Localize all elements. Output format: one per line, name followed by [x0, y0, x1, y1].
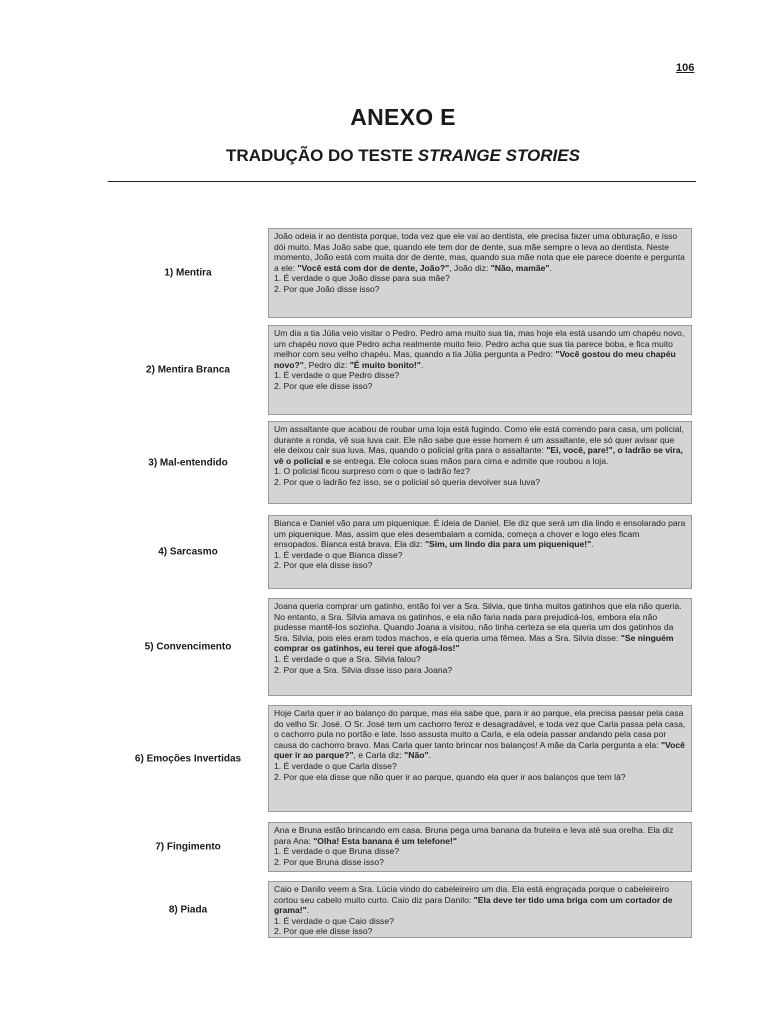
story-question: 2. Por que o ladrão fez isso, se o policial só queria devolver sua luva?	[274, 476, 541, 487]
story-label: 6) Emoções Invertidas	[134, 753, 242, 764]
story-label: 1) Mentira	[164, 267, 212, 279]
story-text	[274, 424, 686, 466]
story-question: 1. É verdade o que Carla disse?	[274, 760, 397, 771]
story-text-segment: João odeia ir ao dentista porque, toda vez que ele vai ao dentista, ele precisa fazer uma obturação, e isso dói muito. Mas João sabe que, quando ele tem dor de dente, sua mãe sempre o leva ao dentista. Neste momento, João está com muita dor de dente, mas, quando sua mãe nota que ele parece doente e pergunta a ele:	[274, 231, 685, 273]
story-text	[274, 328, 686, 370]
story-quote: "Ela deve ter tido uma briga com um cortador de grama!"	[274, 894, 673, 916]
story-quote: "Você gostou do meu chapéu novo?"	[274, 349, 676, 370]
story-text-segment: Um dia a tia Júlia veio visitar o Pedro. Pedro ama muito sua tia, mas hoje ela está usando um chapéu novo, um chapéu novo que Pedro acha realmente muito feio. Pedro acha que sua tia parece boba, e fica muito melhor com seu velho chapéu. Mas, quando a tia Júlia pergunta a Pedro:	[274, 328, 685, 360]
story-box	[268, 515, 692, 589]
story-box	[268, 822, 692, 872]
story-text-segment: .	[420, 359, 424, 370]
story-quote: "Se ninguém comprar os gatinhos, eu terei que afogá-los!"	[274, 632, 674, 654]
story-quote: "Você está com dor de dente, João?"	[297, 262, 450, 273]
story-text-segment: Hoje Carla quer ir ao balanço do parque, mas ela sabe que, para ir ao parque, ela precisa passar pela casa do velho Sr. José. O Sr. José tem um cachorro feroz e desagradável, e toda vez que Carla passa pela casa, o cachorro pula no portão e late. Isso assusta muito a Carla, e ela odeia passar andando pela casa por causa do cachorro bravo. Mas Carla quer tanto brincar nos balanços! A mãe da Carla pergunta a ela:	[274, 708, 686, 750]
story-text-segment: .	[306, 905, 310, 916]
story-quote: "Não, mamãe"	[490, 262, 550, 273]
story-row	[108, 228, 700, 318]
story-quote: "Você quer ir ao parque?"	[274, 739, 685, 761]
story-question: 1. É verdade o que Bruna disse?	[274, 846, 400, 857]
story-box	[268, 421, 692, 504]
story-text-segment: .	[591, 539, 594, 550]
subtitle-italic: STRANGE STORIES	[417, 146, 580, 165]
story-question: 1. É verdade o que João disse para sua mãe?	[274, 273, 450, 284]
story-box	[268, 228, 692, 318]
story-quote: "É muito bonito!"	[349, 359, 421, 370]
story-quote: "Sim, um lindo dia para um piquenique!"	[424, 539, 592, 550]
story-text	[274, 708, 686, 761]
story-quote: "Ei, você, pare!", o ladrão se vira, vê o policial e	[274, 445, 683, 466]
story-text-segment: .	[549, 262, 552, 273]
story-question: 2. Por que a Sra. Silvia disse isso para Joana?	[274, 664, 453, 675]
story-question: 1. O policial ficou surpreso com o que o ladrão fez?	[274, 466, 470, 477]
page-number: 106	[676, 62, 695, 74]
story-text-segment: se entrega. Ele coloca suas mãos para cima e admite que roubou a loja.	[330, 455, 609, 466]
story-question: 2. Por que ele disse isso?	[274, 926, 373, 937]
story-text	[274, 231, 686, 273]
story-question: 2. Por que ele disse isso?	[274, 380, 373, 391]
story-text-segment: Bianca e Daniel vão para um piquenique. É ideia de Daniel. Ele diz que será um dia lindo e ensolarado para um piquenique. Mas, assim que eles desembalam a comida, começa a chover e logo eles ficam ensopados. Bianca está brava. Ela diz:	[274, 518, 686, 550]
story-text-segment: Joana queria comprar um gatinho, então foi ver a Sra. Silvia, que tinha muitos gatinhos que ela não queria. No entanto, a Sra. Silvia amava os gatinhos, e ela não faria nada para prejudicá-los, embora ela não pudesse mantê-los sozinha. Quando Joana a visitou, não tinha certeza se ela queria um dos gatinhos da Sra. Silvia, pois eles eram todos machos, e ela queria uma fêmea. Mas a Sra. Silvia disse:	[274, 601, 682, 643]
story-label: 8) Piada	[168, 904, 208, 915]
story-label: 2) Mentira Branca	[146, 364, 230, 376]
story-text-segment: Um assaltante que acabou de roubar uma loja está fugindo. Como ele está correndo para casa, um policial, durante a ronda, vê sua luva cair. Ele não sabe que esse homem é um assaltante, ele só quer avisar que ele deixou cair sua luva. Mas, quando o policial grita para o assaltante:	[274, 424, 684, 456]
story-label: 3) Mal-entendido	[148, 457, 228, 468]
story-text-segment: , João diz:	[449, 262, 491, 273]
story-text	[274, 601, 686, 654]
story-text-segment: , e Carla diz:	[353, 750, 405, 761]
story-question: 2. Por que João disse isso?	[274, 283, 380, 294]
story-box	[268, 705, 692, 812]
story-row	[108, 822, 700, 872]
story-label: 5) Convencimento	[144, 641, 232, 653]
story-quote: "Olha! Esta banana é um telefone!"	[313, 835, 457, 846]
story-text-segment: , Pedro diz:	[303, 359, 350, 370]
story-text	[274, 825, 686, 846]
story-label: 7) Fingimento	[155, 841, 221, 853]
story-text	[274, 884, 686, 916]
story-row	[108, 705, 700, 812]
story-row	[108, 598, 700, 696]
story-text-segment: .	[428, 750, 431, 761]
story-label: 4) Sarcasmo	[158, 546, 218, 558]
header-rule	[108, 181, 696, 182]
story-text-segment: Ana e Bruna estão brincando em casa. Bruna pega uma banana da fruteira e leva até sua orelha. Ela diz para Ana:	[274, 825, 674, 846]
story-question: 2. Por que ela disse isso?	[274, 560, 373, 571]
story-text	[274, 518, 686, 550]
story-question: 1. É verdade o que Pedro disse?	[274, 370, 400, 381]
story-question: 2. Por que Bruna disse isso?	[274, 856, 384, 867]
story-box	[268, 598, 692, 696]
subtitle-plain: TRADUÇÃO DO TESTE	[226, 146, 418, 165]
story-row	[108, 421, 700, 504]
story-box	[268, 325, 692, 415]
page-title: ANEXO E	[350, 104, 456, 130]
story-box	[268, 881, 692, 938]
page-subtitle	[0, 146, 768, 166]
story-question: 1. É verdade o que Caio disse?	[274, 915, 394, 926]
story-question: 2. Por que ela disse que não quer ir ao parque, quando ela quer ir aos balanços que tem lá?	[274, 771, 626, 782]
story-quote: "Não"	[404, 750, 429, 761]
story-text-segment: Caio e Danilo veem a Sra. Lúcia vindo do cabeleireiro um dia. Ela está engraçada porque o cabeleireiro cortou seu cabelo muito curto. Caio diz para Danilo:	[274, 884, 670, 905]
story-question: 1. É verdade o que Bianca disse?	[274, 549, 403, 560]
story-row	[108, 515, 700, 589]
story-row	[108, 325, 700, 415]
story-question: 1. É verdade o que a Sra. Silvia falou?	[274, 653, 421, 664]
story-row	[108, 881, 700, 938]
